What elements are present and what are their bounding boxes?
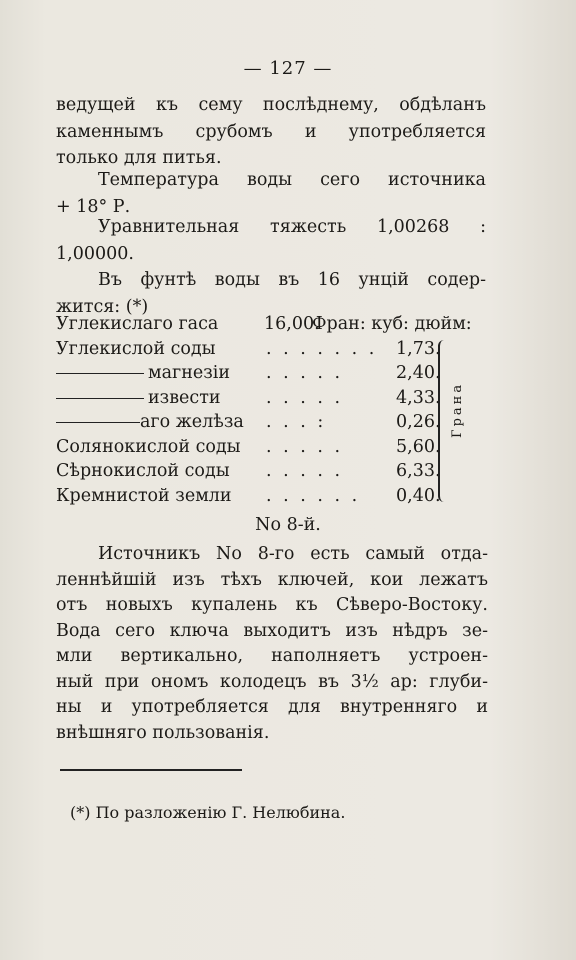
table-cell-value: 4,33. [396,387,441,408]
section-title: No 8-й. [255,515,321,535]
table-cell-value: 5,60. [396,436,441,457]
text-line: Источникъ No 8-го есть самый отда- [98,544,488,564]
text-line: ведущей къ сему послѣднему, обдѣланъ [56,95,486,115]
table-cell-name [56,410,244,435]
temperature-paragraph [56,167,486,220]
table-cell-value: 6,33. [396,461,441,481]
ditto-dash [56,398,144,399]
leader-dots: . . . . . [266,436,344,457]
text-line: Уравнительная тяжесть 1,00268 : [98,217,486,237]
text-line: внѣшняго пользованія. [56,722,270,743]
table-cell-value: 0,26. [396,412,441,432]
table-cell-name: Углекислаго гаса [56,314,219,334]
leader-dots: . . . . . [266,461,344,481]
table-cell-text: аго желѣза [140,412,244,432]
source-description-paragraph [56,542,488,746]
paragraph-continuation [56,92,486,172]
text-line: Въ фунтѣ воды въ 16 унцій содер- [98,270,486,290]
leader-dots: . . . . . . . [266,338,378,359]
page-number: — 127 — [243,58,333,79]
leader-dots: . . . : [266,412,327,432]
table-cell-value: 2,40. [396,363,441,383]
table-row [56,361,486,386]
leader-dots: . . . . . . [266,485,361,506]
ditto-dash [56,373,144,374]
table-cell-value: 16,00. [264,314,320,334]
leader-dots: . . . . . [266,363,344,383]
table-row [56,459,486,484]
composition-table [56,312,486,508]
grouping-brace [438,340,450,502]
text-line: отъ новыхъ купалень къ Сѣверо-Востоку. [56,595,488,615]
footnote-divider [60,769,242,771]
text-line: жится: (*) [56,296,149,317]
text-line: Вода сего ключа выходитъ изъ нѣдръ зе- [56,620,488,641]
table-row [56,484,486,509]
text-line: только для питья. [56,148,222,168]
table-cell-text: извести [148,387,221,408]
text-line: Температура воды сего источника [98,170,486,190]
table-cell-name: Сѣрнокислой соды [56,461,230,481]
table-row [56,435,486,460]
table-row [56,337,486,362]
text-line: леннѣйшій изъ тѣхъ ключей, кои лежатъ [56,569,488,590]
table-cell-unit: Фран: куб: дюйм: [312,314,472,334]
table-header-row [56,312,486,337]
table-cell-value: 1,73. [396,338,441,359]
text-line: 1,00000. [56,243,134,264]
text-line: + 18° Р. [56,196,131,217]
table-cell-name: Солянокислой соды [56,436,241,457]
table-cell-name [56,361,230,386]
table-row [56,386,486,411]
gravity-paragraph [56,214,486,267]
footnote: (*) По разложенію Г. Нелюбина. [70,803,346,822]
text-line: ны и употребляется для внутренняго и [56,697,488,717]
table-cell-text: магнезіи [148,363,231,383]
table-cell-name [56,386,221,411]
table-cell-value: 0,40. [396,485,441,506]
brace-label: Грана [450,381,465,439]
table-row [56,410,486,435]
leader-dots: . . . . . [266,387,344,408]
text-line: ный при ономъ колодецъ въ 3½ ар: глуби- [56,671,488,692]
ditto-dash [56,422,140,423]
text-line: каменнымъ срубомъ и употребляется [56,121,486,142]
table-cell-name: Углекислой соды [56,338,216,359]
table-cell-name: Кремнистой земли [56,485,232,506]
text-line: мли вертикально, наполняетъ устроен- [56,646,488,666]
